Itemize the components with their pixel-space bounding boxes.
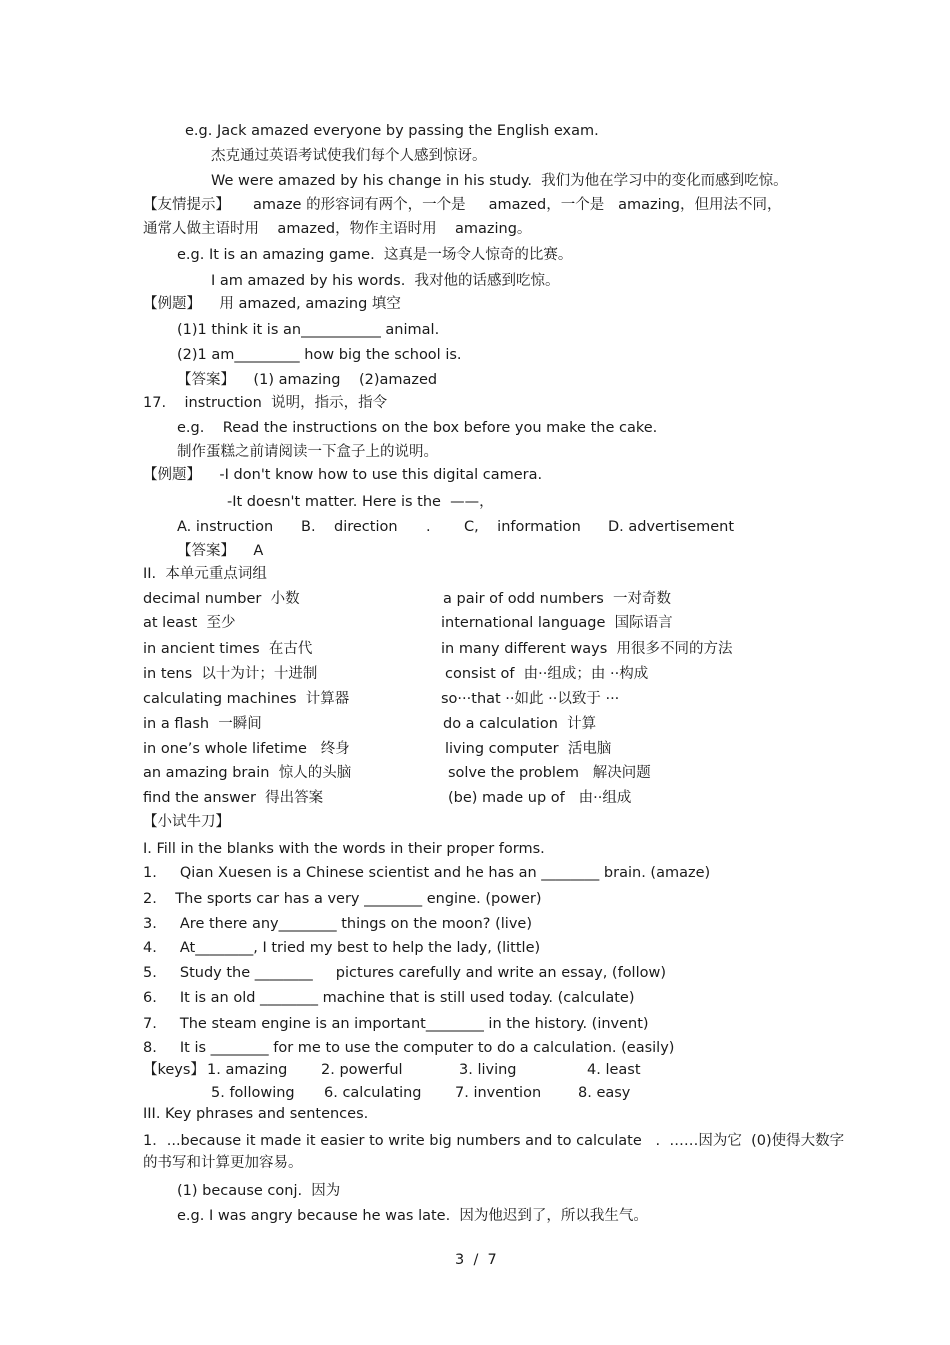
phrase-left: in one’s whole lifetime 终身 <box>143 741 350 757</box>
phrase-left: an amazing brain 惊人的头脑 <box>143 765 352 781</box>
key-answer: 5. following <box>211 1085 295 1101</box>
tip-line: 【友情提示】 amaze 的形容词有两个，一个是 amazed，一个是 amazing，但用法不同， <box>143 197 782 213</box>
key-answer: 1. amazing <box>207 1062 288 1078</box>
text-line: I am amazed by his words. 我对他的话感到吃惊。 <box>211 273 560 289</box>
exercise-item: 6. It is an old ________ machine that is still used today. (calculate) <box>143 990 635 1006</box>
text-line: 制作蛋糕之前请阅读一下盒子上的说明。 <box>177 444 438 460</box>
phrase-right: international language 国际语言 <box>441 615 673 631</box>
option-b: B. direction <box>301 519 398 535</box>
key-answer: 7. invention <box>455 1085 542 1101</box>
phrase-left: calculating machines 计算器 <box>143 691 350 707</box>
phrase-right: (be) made up of 由··组成 <box>448 790 632 806</box>
exercise-item: 7. The steam engine is an important________ in the history. (invent) <box>143 1016 649 1032</box>
text-line: e.g. Read the instructions on the box before you make the cake. <box>177 420 658 436</box>
example-heading: 【例题】 用 amazed, amazing 填空 <box>143 296 401 312</box>
key-answer: 6. calculating <box>324 1085 422 1101</box>
exercise-heading: 【小试牛刀】 <box>143 814 230 830</box>
keys-label: 【keys】 <box>143 1062 205 1078</box>
key-answer: 2. powerful <box>321 1062 403 1078</box>
phrase-right: consist of 由··组成；由 ··构成 <box>445 666 649 682</box>
phrase-right: solve the problem 解决问题 <box>448 765 651 781</box>
option-a: A. instruction <box>177 519 274 535</box>
answer-line: 【答案】 A <box>177 543 264 559</box>
exercise-item: 8. It is ________ for me to use the computer to do a calculation. (easily) <box>143 1040 675 1056</box>
exercise-item: 5. Study the ________ pictures carefully and write an essay, (follow) <box>143 965 667 981</box>
text-line: -It doesn't matter. Here is the ——， <box>227 494 494 510</box>
example-heading: 【例题】 -I don't know how to use this digital camera. <box>143 467 543 483</box>
text-line: 的书写和计算更加容易。 <box>143 1155 303 1171</box>
tip-line: 通常人做主语时用 amazed，物作主语时用 amazing。 <box>143 221 532 237</box>
phrase-right: do a calculation 计算 <box>443 716 597 732</box>
answer-line: 【答案】 (1) amazing (2)amazed <box>177 372 438 388</box>
phrase-left: at least 至少 <box>143 615 236 631</box>
section-heading: III. Key phrases and sentences. <box>143 1106 369 1122</box>
example-question: (2)1 am_________ how big the school is. <box>177 347 462 363</box>
text-line: (1) because conj. 因为 <box>177 1183 341 1199</box>
text-line: e.g. It is an amazing game. 这真是一场令人惊奇的比赛。 <box>177 247 573 263</box>
phrase-left: in tens 以十为计；十进制 <box>143 666 318 682</box>
exercise-item: 3. Are there any________ things on the moon? (live) <box>143 916 532 932</box>
option-dot: . <box>426 519 431 535</box>
exercise-item: 4. At________, I tried my best to help the lady, (little) <box>143 940 541 956</box>
phrase-left: find the answer 得出答案 <box>143 790 324 806</box>
text-line: 1．...because it made it easier to write big numbers and to calculate . ……因为它 (0)使得大数字 <box>143 1133 845 1149</box>
text-line: e.g. I was angry because he was late. 因为他迟到了，所以我生气。 <box>177 1208 648 1224</box>
option-c: C, information <box>464 519 581 535</box>
exercise-item: 1. Qian Xuesen is a Chinese scientist and he has an ________ brain. (amaze) <box>143 865 711 881</box>
section-heading: II. 本单元重点词组 <box>143 566 267 582</box>
page-number: 3 / 7 <box>455 1252 497 1268</box>
text-line: We were amazed by his change in his study. 我们为他在学习中的变化而感到吃惊。 <box>211 173 788 189</box>
vocab-entry: 17. instruction 说明，指示，指令 <box>143 395 388 411</box>
option-d: D. advertisement <box>608 519 735 535</box>
phrase-right: a pair of odd numbers 一对奇数 <box>443 591 672 607</box>
exercise-item: 2. The sports car has a very ________ engine. (power) <box>143 891 542 907</box>
phrase-left: in a flash 一瞬间 <box>143 716 262 732</box>
text-line: e.g. Jack amazed everyone by passing the English exam. <box>185 123 599 139</box>
example-question: (1)1 think it is an___________ animal. <box>177 322 440 338</box>
phrase-right: in many different ways 用很多不同的方法 <box>441 641 733 657</box>
phrase-left: in ancient times 在古代 <box>143 641 313 657</box>
key-answer: 8. easy <box>578 1085 631 1101</box>
phrase-right: living computer 活电脑 <box>445 741 612 757</box>
phrase-left: decimal number 小数 <box>143 591 300 607</box>
key-answer: 3. living <box>459 1062 517 1078</box>
text-line: 杰克通过英语考试使我们每个人感到惊讶。 <box>211 148 487 164</box>
exercise-instruction: I. Fill in the blanks with the words in their proper forms. <box>143 841 545 857</box>
key-answer: 4. least <box>587 1062 641 1078</box>
phrase-right: so···that ··如此 ··以致于 ··· <box>441 691 620 707</box>
